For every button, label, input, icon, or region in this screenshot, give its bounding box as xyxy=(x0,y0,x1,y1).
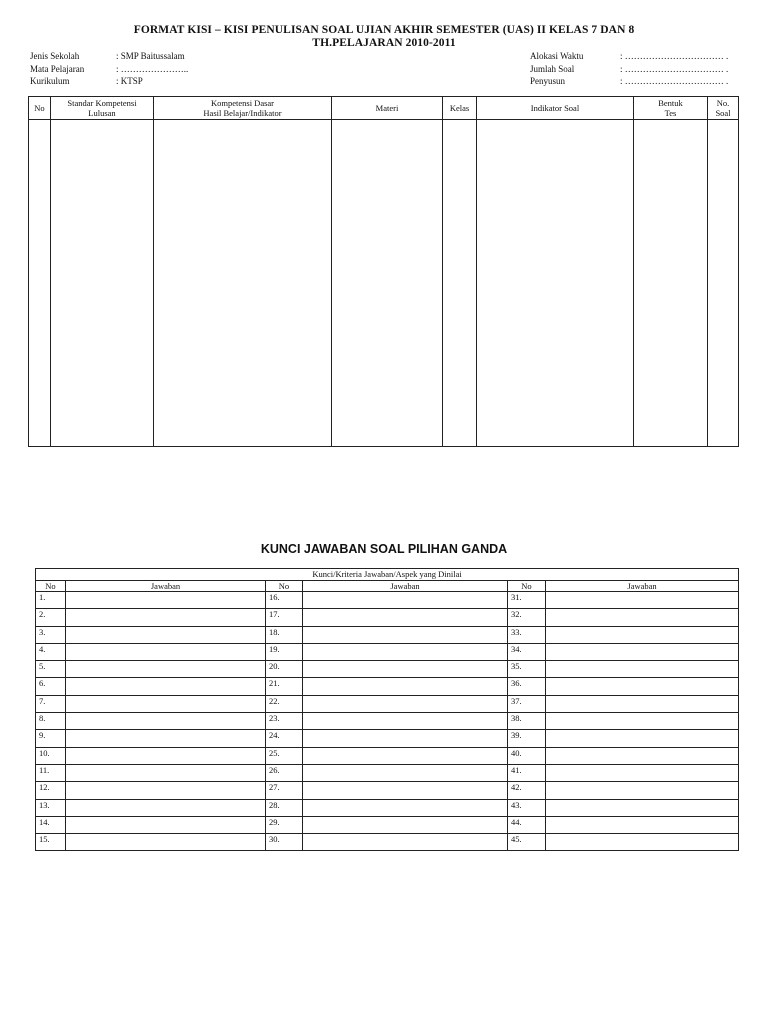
table-row xyxy=(36,816,739,833)
answer-cell[interactable] xyxy=(303,678,508,695)
answer-cell[interactable] xyxy=(66,661,266,678)
question-number: 23. xyxy=(266,713,303,730)
question-number: 36. xyxy=(508,678,546,695)
answer-cell[interactable] xyxy=(66,834,266,851)
table-row xyxy=(36,695,739,712)
answer-cell[interactable] xyxy=(303,592,508,609)
question-number: 11. xyxy=(36,764,66,781)
info-value: : KTSP xyxy=(116,76,143,86)
question-number: 4. xyxy=(36,643,66,660)
answer-cell[interactable] xyxy=(66,816,266,833)
answer-key-body xyxy=(36,592,739,851)
question-number: 45. xyxy=(508,834,546,851)
answer-cell[interactable] xyxy=(66,695,266,712)
question-number: 20. xyxy=(266,661,303,678)
question-number: 14. xyxy=(36,816,66,833)
question-number: 29. xyxy=(266,816,303,833)
question-number: 2. xyxy=(36,609,66,626)
column-header-bentuk-tes: Bentuk Tes xyxy=(634,97,708,120)
question-number: 16. xyxy=(266,592,303,609)
document-subtitle: TH.PELAJARAN 2010-2011 xyxy=(312,37,456,49)
table-cell xyxy=(634,120,708,447)
answer-cell[interactable] xyxy=(303,782,508,799)
answer-cell[interactable] xyxy=(546,764,739,781)
table-cell xyxy=(708,120,739,447)
question-number: 8. xyxy=(36,713,66,730)
column-header-no: No xyxy=(266,581,303,592)
question-number: 33. xyxy=(508,626,546,643)
question-number: 38. xyxy=(508,713,546,730)
answer-cell[interactable] xyxy=(66,764,266,781)
document-title: FORMAT KISI – KISI PENULISAN SOAL UJIAN AKHIR SEMESTER (UAS) II KELAS 7 DAN 8 xyxy=(133,24,635,36)
table-header-row xyxy=(29,97,739,120)
answer-cell[interactable] xyxy=(66,747,266,764)
question-number: 21. xyxy=(266,678,303,695)
table-row xyxy=(36,782,739,799)
question-number: 10. xyxy=(36,747,66,764)
answer-cell[interactable] xyxy=(546,661,739,678)
column-header-jawaban: Jawaban xyxy=(303,581,508,592)
info-value: : SMP Baitussalam xyxy=(116,51,185,61)
table-row xyxy=(36,643,739,660)
question-number: 22. xyxy=(266,695,303,712)
question-number: 44. xyxy=(508,816,546,833)
answer-key-caption: Kunci/Kriteria Jawaban/Aspek yang Dinilai xyxy=(36,569,739,581)
answer-cell[interactable] xyxy=(66,730,266,747)
answer-cell[interactable] xyxy=(303,713,508,730)
table-row xyxy=(36,730,739,747)
answer-cell[interactable] xyxy=(303,747,508,764)
column-header-no: No xyxy=(36,581,66,592)
column-header-standar-kompetensi: Standar Kompetensi Lulusan xyxy=(51,97,154,120)
info-row-subject xyxy=(30,63,188,76)
question-number: 42. xyxy=(508,782,546,799)
question-number: 1. xyxy=(36,592,66,609)
info-row-curriculum xyxy=(30,75,188,88)
column-header-jawaban: Jawaban xyxy=(66,581,266,592)
column-header-kelas: Kelas xyxy=(443,97,477,120)
answer-cell[interactable] xyxy=(546,713,739,730)
answer-cell[interactable] xyxy=(546,626,739,643)
table-row xyxy=(36,678,739,695)
answer-cell[interactable] xyxy=(303,643,508,660)
question-number: 26. xyxy=(266,764,303,781)
info-label: Jumlah Soal xyxy=(530,63,575,74)
table-row xyxy=(36,592,739,609)
table-row xyxy=(36,764,739,781)
question-number: 30. xyxy=(266,834,303,851)
question-number: 25. xyxy=(266,747,303,764)
question-number: 34. xyxy=(508,643,546,660)
answer-cell[interactable] xyxy=(303,730,508,747)
answer-cell[interactable] xyxy=(66,678,266,695)
answer-cell[interactable] xyxy=(66,609,266,626)
school-info xyxy=(30,50,188,88)
question-number: 15. xyxy=(36,834,66,851)
answer-key-table xyxy=(35,568,739,851)
table-row xyxy=(36,626,739,643)
question-number: 24. xyxy=(266,730,303,747)
question-number: 9. xyxy=(36,730,66,747)
answer-cell[interactable] xyxy=(546,816,739,833)
info-label: Alokasi Waktu xyxy=(530,51,584,61)
table-cell xyxy=(154,120,332,447)
question-number: 6. xyxy=(36,678,66,695)
question-number: 17. xyxy=(266,609,303,626)
table-cell xyxy=(477,120,634,447)
question-number: 19. xyxy=(266,643,303,660)
table-cell xyxy=(51,120,154,447)
answer-key-title: KUNCI JAWABAN SOAL PILIHAN GANDA xyxy=(260,542,508,556)
answer-cell[interactable] xyxy=(66,713,266,730)
column-header-no: No xyxy=(29,97,51,120)
answer-cell[interactable] xyxy=(66,643,266,660)
table-row xyxy=(36,713,739,730)
table-row xyxy=(36,799,739,816)
question-number: 41. xyxy=(508,764,546,781)
answer-cell[interactable] xyxy=(546,834,739,851)
column-header-kompetensi-dasar: Kompetensi Dasar Hasil Belajar/Indikator xyxy=(154,97,332,120)
column-header-materi: Materi xyxy=(332,97,443,120)
info-value: : …………………………… . xyxy=(620,51,729,61)
answer-cell[interactable] xyxy=(546,609,739,626)
column-header-indikator-soal: Indikator Soal xyxy=(477,97,634,120)
answer-cell[interactable] xyxy=(546,799,739,816)
exam-info xyxy=(530,50,728,88)
answer-cell[interactable] xyxy=(303,626,508,643)
answer-cell[interactable] xyxy=(546,678,739,695)
info-label: Penyusun xyxy=(530,76,566,86)
answer-cell[interactable] xyxy=(303,764,508,781)
table-row xyxy=(36,834,739,851)
question-number: 37. xyxy=(508,695,546,712)
kisi-kisi-table xyxy=(28,96,739,447)
info-label: Mata Pelajaran xyxy=(30,63,85,74)
info-row-question-count xyxy=(530,63,728,76)
question-number: 43. xyxy=(508,799,546,816)
answer-cell[interactable] xyxy=(66,782,266,799)
answer-key-header-row xyxy=(36,581,739,592)
info-row-author xyxy=(530,75,728,88)
answer-cell[interactable] xyxy=(546,643,739,660)
answer-cell[interactable] xyxy=(546,782,739,799)
answer-cell[interactable] xyxy=(546,695,739,712)
answer-cell[interactable] xyxy=(66,799,266,816)
info-row-duration xyxy=(530,50,728,63)
answer-cell[interactable] xyxy=(303,834,508,851)
info-value: : …………………………… . xyxy=(620,76,729,86)
answer-cell[interactable] xyxy=(303,609,508,626)
table-row xyxy=(36,609,739,626)
answer-key-caption-row xyxy=(36,569,739,581)
info-label: Jenis Sekolah xyxy=(30,51,80,61)
question-number: 12. xyxy=(36,782,66,799)
answer-cell[interactable] xyxy=(66,592,266,609)
column-header-no: No xyxy=(508,581,546,592)
answer-cell[interactable] xyxy=(66,626,266,643)
answer-cell[interactable] xyxy=(546,747,739,764)
question-number: 27. xyxy=(266,782,303,799)
answer-cell[interactable] xyxy=(303,661,508,678)
question-number: 3. xyxy=(36,626,66,643)
column-header-no-soal: No. Soal xyxy=(708,97,739,120)
question-number: 40. xyxy=(508,747,546,764)
question-number: 13. xyxy=(36,799,66,816)
question-number: 7. xyxy=(36,695,66,712)
question-number: 31. xyxy=(508,592,546,609)
info-row-school xyxy=(30,50,188,63)
question-number: 18. xyxy=(266,626,303,643)
answer-cell[interactable] xyxy=(303,799,508,816)
question-number: 32. xyxy=(508,609,546,626)
table-row xyxy=(36,661,739,678)
table-cell xyxy=(332,120,443,447)
question-number: 39. xyxy=(508,730,546,747)
table-cell xyxy=(443,120,477,447)
table-row xyxy=(29,120,739,447)
answer-cell[interactable] xyxy=(546,730,739,747)
answer-cell[interactable] xyxy=(303,695,508,712)
question-number: 5. xyxy=(36,661,66,678)
question-number: 35. xyxy=(508,661,546,678)
info-value: : …………………………… . xyxy=(620,63,729,74)
column-header-jawaban: Jawaban xyxy=(546,581,739,592)
table-cell xyxy=(29,120,51,447)
question-number: 28. xyxy=(266,799,303,816)
answer-cell[interactable] xyxy=(303,816,508,833)
table-row xyxy=(36,747,739,764)
info-value: : ………………….. xyxy=(116,63,189,74)
info-label: Kurikulum xyxy=(30,76,70,86)
answer-cell[interactable] xyxy=(546,592,739,609)
